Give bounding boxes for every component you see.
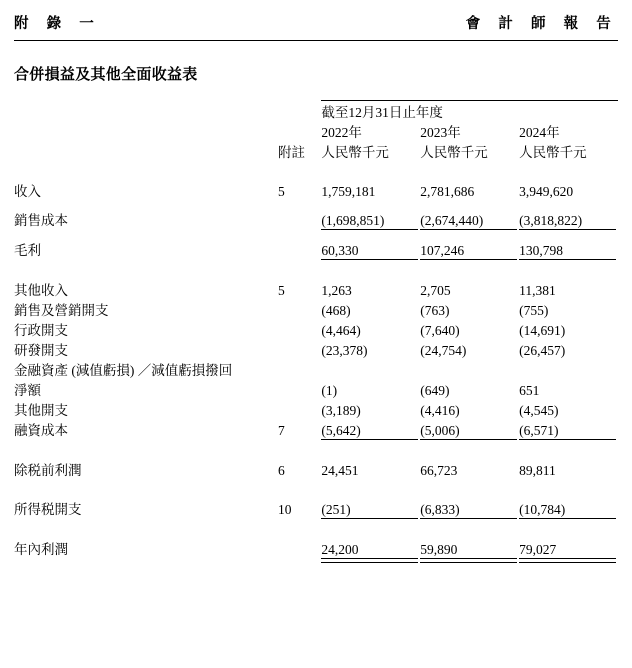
row-value-2022: (23,378) [321,343,368,358]
row-value-2022 [321,359,420,379]
row-value-2023: (6,833) [420,502,460,517]
spacer-row [14,440,618,459]
double-rule-cell [519,558,618,563]
spacer-row [14,519,618,538]
row-label: 融資成本 [14,423,68,438]
unit-header-1: 人民幣千元 [321,145,389,160]
row-value-2023: (649) [420,383,450,398]
spacer-cell [14,121,278,141]
spacer-cell [14,440,618,459]
row-note [278,379,321,399]
row-value-2023: (5,006) [420,423,460,438]
row-value-2022: (468) [321,303,351,318]
row-value-2024: 3,949,620 [519,184,574,199]
table-row-other-expenses [14,399,618,419]
spacer-cell [14,260,618,279]
row-value-2023: (24,754) [420,343,467,358]
row-value-2024: (26,457) [519,343,566,358]
total-double-rule-row [14,558,618,563]
row-note [278,209,321,229]
row-value-2024: (4,545) [519,403,559,418]
table-row-profit-for-the-year [14,538,618,558]
spacer-row [14,260,618,279]
row-note: 5 [278,283,285,298]
note-column-header: 附註 [278,145,305,160]
double-rule-cell [420,558,519,563]
spacer-cell [14,558,278,563]
row-value-2022: 1,759,181 [321,184,376,199]
row-label: 毛利 [14,243,41,258]
row-value-2024: 79,027 [519,542,557,557]
row-label: 銷售成本 [14,213,68,228]
spacer-cell [14,230,618,239]
row-value-2024: (755) [519,303,549,318]
row-label: 研發開支 [14,343,68,358]
row-note: 5 [278,184,285,199]
row-note [278,299,321,319]
spacer-cell [14,101,278,122]
page-title: 合併損益及其他全面收益表 [14,67,198,83]
row-value-2023: 2,781,686 [420,184,475,199]
year-header-1: 2022年 [321,125,362,140]
spacer-row [14,479,618,498]
row-value-2024: (10,784) [519,502,566,517]
table-row-cost-of-sales [14,209,618,229]
row-value-2022: (5,642) [321,423,361,438]
table-row-profit-before-tax [14,459,618,479]
table-row-impairment-title [14,359,618,379]
row-value-2022: (3,189) [321,403,361,418]
row-label: 其他收入 [14,283,68,298]
row-value-2024 [519,359,618,379]
spacer-cell [14,479,618,498]
spacer-cell [14,200,618,209]
row-value-2023: (4,416) [420,403,460,418]
spacer-row [14,230,618,239]
row-value-2022: (1) [321,383,338,398]
row-value-2023: (2,674,440) [420,213,484,228]
row-value-2024: 11,381 [519,283,556,298]
row-value-2023: (763) [420,303,450,318]
row-value-2022: 1,263 [321,283,352,298]
unit-header-3: 人民幣千元 [519,145,587,160]
table-header-year-row [14,121,618,141]
table-row-other-income [14,279,618,299]
running-header-right: 會 計 師 報 告 [465,16,618,32]
table-header-unit-row [14,141,618,161]
row-value-2023: 2,705 [420,283,451,298]
table-row-revenue [14,180,618,200]
row-note: 6 [278,463,285,478]
row-note [278,399,321,419]
row-note: 10 [278,502,292,517]
row-label: 淨額 [14,383,41,398]
row-value-2023: 107,246 [420,243,465,258]
row-value-2023: 59,890 [420,542,458,557]
row-note [278,359,321,379]
row-label: 除税前利潤 [14,463,82,478]
row-value-2022: 24,200 [321,542,359,557]
row-note [278,319,321,339]
row-note: 7 [278,423,285,438]
row-value-2024: 89,811 [519,463,556,478]
row-label: 所得税開支 [14,502,82,517]
row-value-2022: 60,330 [321,243,359,258]
row-value-2023 [420,359,519,379]
row-note [278,339,321,359]
table-row-selling-marketing-expenses [14,299,618,319]
running-header-left: 附 錄 一 [14,16,101,32]
row-value-2024: (14,691) [519,323,566,338]
table-row-gross-profit [14,239,618,259]
period-header: 截至12月31日止年度 [321,101,618,122]
spacer-cell [278,101,321,122]
row-value-2024: (6,571) [519,423,559,438]
row-value-2024: (3,818,822) [519,213,583,228]
running-header [14,0,618,33]
row-note [278,239,321,259]
row-label: 其他開支 [14,403,68,418]
row-value-2024: 130,798 [519,243,563,258]
row-value-2022: (4,464) [321,323,361,338]
table-row-finance-costs [14,419,618,439]
unit-header-2: 人民幣千元 [420,145,488,160]
table-row-impairment-net [14,379,618,399]
table-row-income-tax-expense [14,498,618,518]
spacer-cell [14,519,618,538]
row-value-2023: 66,723 [420,463,458,478]
row-value-2022: 24,451 [321,463,359,478]
table-row-administrative-expenses [14,319,618,339]
row-note [278,538,321,558]
spacer-cell [278,558,321,563]
row-label: 行政開支 [14,323,68,338]
row-label: 年內利潤 [14,542,68,557]
year-header-3: 2024年 [519,125,560,140]
spacer-row [14,161,618,180]
row-value-2023: (7,640) [420,323,460,338]
row-value-2024: 651 [519,383,540,398]
year-header-2: 2023年 [420,125,461,140]
financial-statement-table [14,100,618,563]
table-header-period-row [14,101,618,122]
table-row-rd-expenses [14,339,618,359]
row-label: 銷售及營銷開支 [14,303,109,318]
spacer-cell [14,161,618,180]
row-label: 金融資產 (減值虧損) ／減值虧損撥回 [14,363,233,378]
running-header-rule [14,40,618,41]
spacer-row [14,200,618,209]
spacer-cell [278,121,321,141]
row-value-2022: (251) [321,502,351,517]
spacer-cell [14,141,278,161]
row-value-2022: (1,698,851) [321,213,385,228]
double-rule-cell [321,558,420,563]
row-label: 收入 [14,184,41,199]
